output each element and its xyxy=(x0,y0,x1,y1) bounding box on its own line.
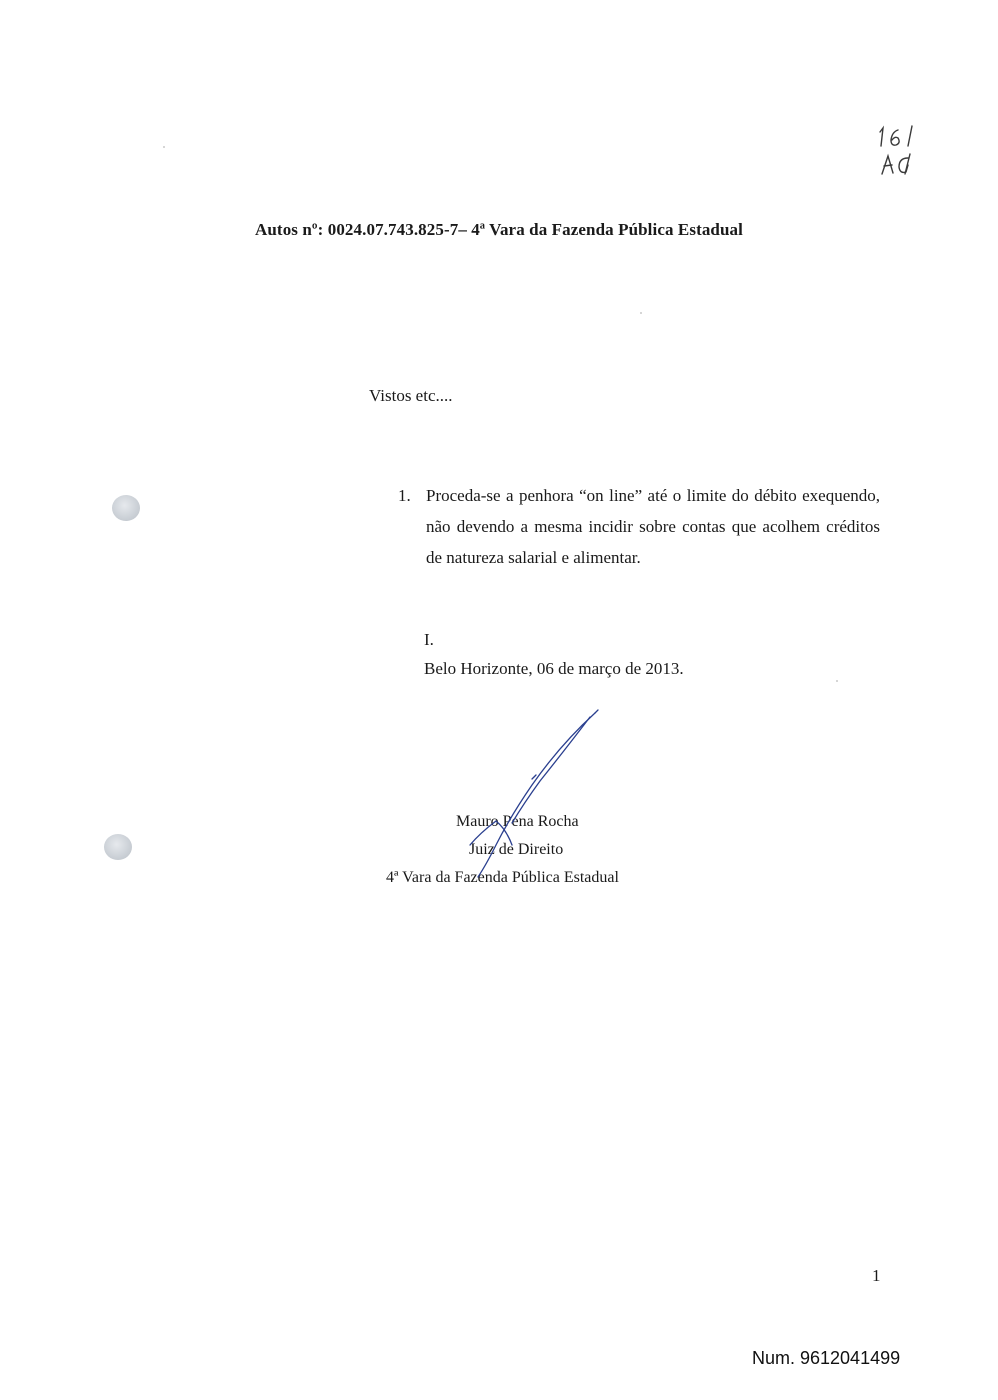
greeting-line: Vistos etc.... xyxy=(369,386,453,405)
list-item xyxy=(398,480,880,573)
place-date-line: Belo Horizonte, 06 de março de 2013. xyxy=(424,659,684,678)
punch-hole xyxy=(112,495,140,521)
case-header: Autos nº: 0024.07.743.825-7– 4ª Vara da Fazenda Pública Estadual xyxy=(255,220,743,239)
closing-mark: I. xyxy=(424,630,434,649)
handwritten-annotation-icon xyxy=(868,118,938,188)
document-number: Num. 9612041499 xyxy=(752,1348,901,1368)
scan-speck xyxy=(640,312,642,314)
signer-court: 4ª Vara da Fazenda Pública Estadual xyxy=(386,869,619,886)
scan-speck xyxy=(163,146,165,148)
list-item-text: Proceda-se a penhora “on line” até o limite do débito exequendo, não devendo a mesma incidir sobre contas que acolhem créditos de natureza salarial e alimentar. xyxy=(426,486,880,567)
list-item-number: 1. xyxy=(398,486,411,505)
page-number: 1 xyxy=(872,1266,881,1285)
signer-role: Juiz de Direito xyxy=(469,841,564,858)
signer-name: Mauro Pena Rocha xyxy=(456,813,579,830)
scan-speck xyxy=(836,680,838,682)
handwritten-page-annotation xyxy=(868,118,938,188)
punch-hole xyxy=(104,834,132,860)
handwritten-signature-icon xyxy=(440,705,610,885)
